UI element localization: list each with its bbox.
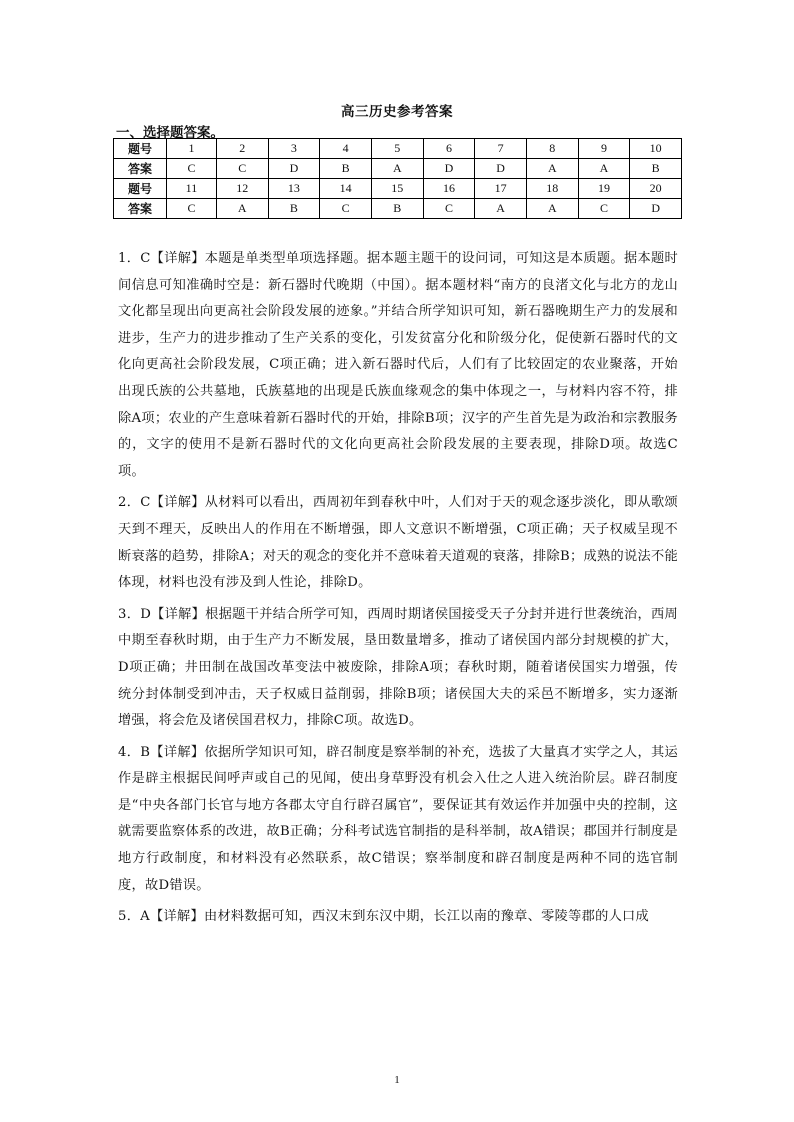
question-number-cell: 5: [371, 139, 423, 159]
table-row: [114, 199, 682, 219]
question-number-cell: 13: [268, 179, 320, 199]
row-label: 题号: [114, 179, 167, 199]
question-number-cell: 11: [167, 179, 217, 199]
question-number-cell: 12: [216, 179, 268, 199]
answer-cell: C: [578, 199, 630, 219]
answer-cell: C: [167, 199, 217, 219]
answer-table: [113, 138, 682, 219]
question-number-cell: 10: [630, 139, 682, 159]
question-number-cell: 15: [371, 179, 423, 199]
question-number-cell: 1: [167, 139, 217, 159]
question-number-cell: 2: [216, 139, 268, 159]
question-number-cell: 14: [320, 179, 372, 199]
question-number-cell: 3: [268, 139, 320, 159]
question-number-cell: 4: [320, 139, 372, 159]
question-number-cell: 6: [423, 139, 475, 159]
row-label: 答案: [114, 199, 167, 219]
answer-cell: B: [320, 159, 372, 179]
answer-cell: A: [216, 199, 268, 219]
explanation-2: 2．C【详解】从材料可以看出，西周初年到春秋中叶，人们对于天的观念逐步淡化，即从歌颂天到不理天，反映出人的作用在不断增强，即人文意识不断增强，C项正确；天子权威呈现不断衰落的趋势，排除A；对天的观念的变化并不意味着天道观的衰落，排除B；成熟的说法不能体现，材料也没有涉及到人性论，排除D。: [118, 495, 678, 591]
answer-cell: A: [526, 199, 578, 219]
explanation-3: 3．D【详解】根据题干并结合所学可知，西周时期诸侯国接受天子分封并进行世袭统治，西周中期至春秋时期，由于生产力不断发展，垦田数量增多，推动了诸侯国内部分封规模的扩大，D项正确；井田制在战国改革变法中被废除，排除A项；春秋时期，随着诸侯国实力增强，传统分封体制受到冲击，天子权威日益削弱，排除B项；诸侯国大夫的采邑不断增多，实力逐渐增强，将会危及诸侯国君权力，排除C项。故选D。: [118, 606, 678, 729]
answer-cell: A: [371, 159, 423, 179]
question-number-cell: 17: [475, 179, 527, 199]
table-row: [114, 179, 682, 199]
explanation-list: [118, 246, 678, 936]
answer-cell: C: [320, 199, 372, 219]
explanation-4: 4．B【详解】依据所学知识可知，辟召制度是察举制的补充，选拔了大量真才实学之人，其运作是辟主根据民间呼声或自己的见闻，使出身草野没有机会入仕之人进入统治阶层。辟召制度是“中央各部门长官与地方各郡太守自行辟召属官”，要保证其有效运作并加强中央的控制，这就需要监察体系的改进，故B正确；分科考试选官制指的是科举制，故A错误；郡国并行制度是地方行政制度，和材料没有必然联系，故C错误；察举制度和辟召制度是两种不同的选官制度，故D错误。: [118, 744, 678, 893]
answer-cell: C: [423, 199, 475, 219]
question-number-cell: 20: [630, 179, 682, 199]
table-row: [114, 159, 682, 179]
answer-cell: B: [630, 159, 682, 179]
question-number-cell: 18: [526, 179, 578, 199]
row-label: 题号: [114, 139, 167, 159]
answer-cell: C: [216, 159, 268, 179]
section-heading: 一、选择题答案。: [116, 125, 224, 141]
answer-cell: B: [268, 199, 320, 219]
question-number-cell: 8: [526, 139, 578, 159]
question-number-cell: 7: [475, 139, 527, 159]
table-row: [114, 139, 682, 159]
answer-cell: C: [167, 159, 217, 179]
answer-cell: D: [630, 199, 682, 219]
answer-cell: D: [423, 159, 475, 179]
explanation-5: 5．A【详解】由材料数据可知，西汉末到东汉中期，长江以南的豫章、零陵等郡的人口成: [118, 909, 650, 925]
page-title: 高三历史参考答案: [341, 104, 453, 120]
explanation-1: 1．C【详解】本题是单类型单项选择题。据本题主题干的设问词，可知这是本质题。据本题时间信息可知准确时空是：新石器时代晚期（中国）。据本题材料“南方的良渚文化与北方的龙山文化都呈现出向更高社会阶段发展的迹象。”并结合所学知识可知，新石器晚期生产力的发展和进步，生产力的进步推动了生产关系的变化，引发贫富分化和阶级分化，促使新石器时代的文化向更高社会阶段发展，C项正确；进入新石器时代后，人们有了比较固定的农业聚落，开始出现氏族的公共墓地，氏族墓地的出现是氏族血缘观念的集中体现之一，与材料内容不符，排除A项；农业的产生意味着新石器时代的开始，排除B项；汉字的产生首先是为政治和宗教服务的，文字的使用不是新石器时代的文化向更高社会阶段发展的主要表现，排除D项。故选C项。: [118, 251, 678, 479]
question-number-cell: 9: [578, 139, 630, 159]
question-number-cell: 16: [423, 179, 475, 199]
page-number: 1: [394, 1074, 400, 1086]
answer-cell: D: [268, 159, 320, 179]
row-label: 答案: [114, 159, 167, 179]
question-number-cell: 19: [578, 179, 630, 199]
answer-cell: A: [578, 159, 630, 179]
answer-cell: A: [526, 159, 578, 179]
answer-cell: D: [475, 159, 527, 179]
answer-cell: A: [475, 199, 527, 219]
answer-cell: B: [371, 199, 423, 219]
